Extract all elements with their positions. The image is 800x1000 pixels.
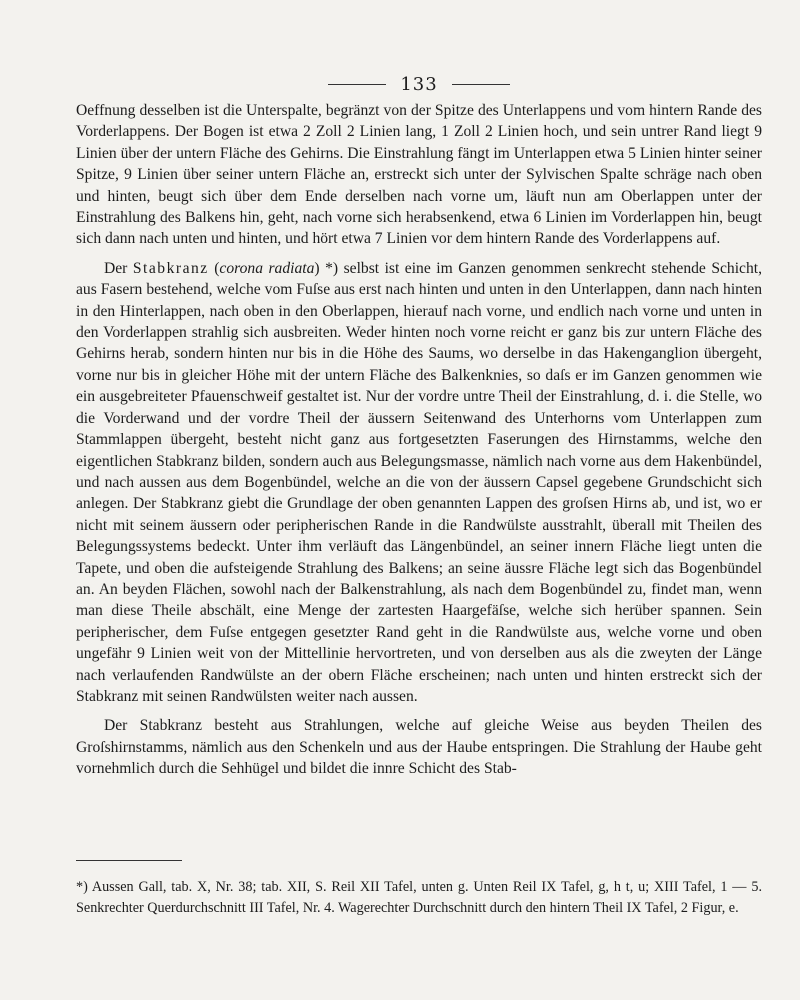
latin-term: corona radiata	[219, 259, 315, 277]
paragraph-2-body: selbst ist eine im Ganzen genommen senkrecht stehende Schicht, aus Fasern bestehend, welche vom Fuſse aus erst nach hinten und unten in den Unterlappen, dann nach hinten in den Hinterlappen, nach oben in den Oberlappen, hierauf nach vorne, und endlich nach vorne und unten in den Vorderlappen strahlig sich ausbreiten. Weder hinten noch vorne reicht er ganz bis zur untern Fläche des Gehirns herab, sondern hinten nur bis in die Höhe des Saums, wo derselbe in das Hakenganglion übergeht, vorne nur bis in gleicher Höhe mit der untern Fläche des Balkenknies, so daſs er im Ganzen genommen wie ein ausgebreiteter Pfauenschweif gestaltet ist. Nur der vordre untre Theil der Einstrahlung, d. i. die Stelle, wo die Vorderwand und der vordre Theil der äussern Seitenwand des Unterhorns vom Unterlappen zum Stammlappen übergeht, besteht nicht ganz aus fortgesetzten Faserungen des Hirnstamms, welche den eigentlichen Stabkranz bilden, sondern auch aus Belegungsmasse, nämlich nach vorne aus dem Hakenbündel, und nach aussen aus dem Bogenbündel, welche an die von der äussern Capsel gegebene Grundschicht sich anlegen. Der Stabkranz giebt die Grundlage der oben genannten Lappen des groſsen Hirns ab, und ist, wo er nicht mit seinem äussern oder peripherischen Rande in die Randwülste ausstrahlt, überall mit Theilen des Belegungssystems bedeckt. Unter ihm verläuft das Längenbündel, an seiner innern Fläche liegt unten die Tapete, und oben die aufsteigende Strahlung des Balkens; an seine äussre Fläche legt sich das Bogenbündel an. An beyden Flächen, sowohl nach der Balkenstrahlung, als nach dem Bogenbündel zu, findet man, wenn man diese Theile abschält, eine Menge der zartesten Haargefäſse, welche sich herüber spannen. Sein peripherischer, dem Fuſse entgegen gesetzter Rand geht in die Randwülste aus, welche vorne und oben ungefähr 9 Linien weit von der Mittellinie hervortreten, und von derselben aus als die zweyten der Länge nach verlaufenden Randwülste an der obern Fläche erscheinen; nach unten und hinten erstreckt sich der Stabkranz mit seinen Randwülsten weiter nach aussen.	[76, 259, 763, 705]
paragraph-3: Der Stabkranz besteht aus Strahlungen, welche auf gleiche Weise aus beyden Theilen des Groſshirnstamms, nämlich aus den Schenkeln und aus der Haube entspringen. Die Strahlung der Haube geht vornehmlich durch die Sehhügel und bildet die innre Schicht des Stab-	[76, 717, 762, 778]
paren-open: (	[208, 259, 220, 277]
footnote-text: Aussen Gall, tab. X, Nr. 38; tab. XII, S. Reil XII Tafel, unten g. Unten Reil IX Tafel, g, h t, u; XIII Tafel, 1 — 5. Senkrechter Querdurchschnitt III Tafel, Nr. 4. Wagerechter Durchschnitt durch den hintern Theil IX Tafel, 2 Figur, e.	[76, 879, 762, 916]
footnote-divider	[76, 860, 182, 861]
main-text	[76, 100, 762, 780]
paragraph-1: Oeffnung desselben ist die Unterspalte, begränzt von der Spitze des Unterlappens und vom hintern Rande des Vorderlappens. Der Bogen ist etwa 2 Zoll 2 Linien lang, 1 Zoll 2 Linien hoch, und sein untrer Rand liegt 9 Linien über der untern Fläche des Gehirns. Die Einstrahlung fängt im Unterlappen etwa 5 Linien hinter seiner Spitze, 9 Linien über seiner untern Fläche an, erstreckt sich unter der Sylvischen Spalte schräge nach oben und hinten, beugt sich über dem Ende derselben nach vorne um, läuft nun am Oberlappen unter der Einstrahlung des Balkens hin, geht, nach vorne sich herabsenkend, etwa 6 Linien im Vorderlappen hin, beugt sich dann nach unten und hinten, und hört etwa 7 Linien vor dem hintern Rande des Vorderlappens auf.	[76, 102, 762, 248]
footnote	[76, 877, 762, 918]
header-rule-right	[452, 84, 510, 85]
footnote-reference: ) *)	[314, 259, 344, 277]
page-number: 133	[400, 73, 438, 95]
paragraph-2	[76, 258, 762, 708]
header-rule-left	[328, 84, 386, 85]
term-stabkranz: Stabkranz	[132, 259, 209, 277]
paragraph-2-lead: Der	[104, 259, 133, 277]
footnote-mark: *)	[76, 879, 88, 895]
page-header	[76, 70, 762, 98]
